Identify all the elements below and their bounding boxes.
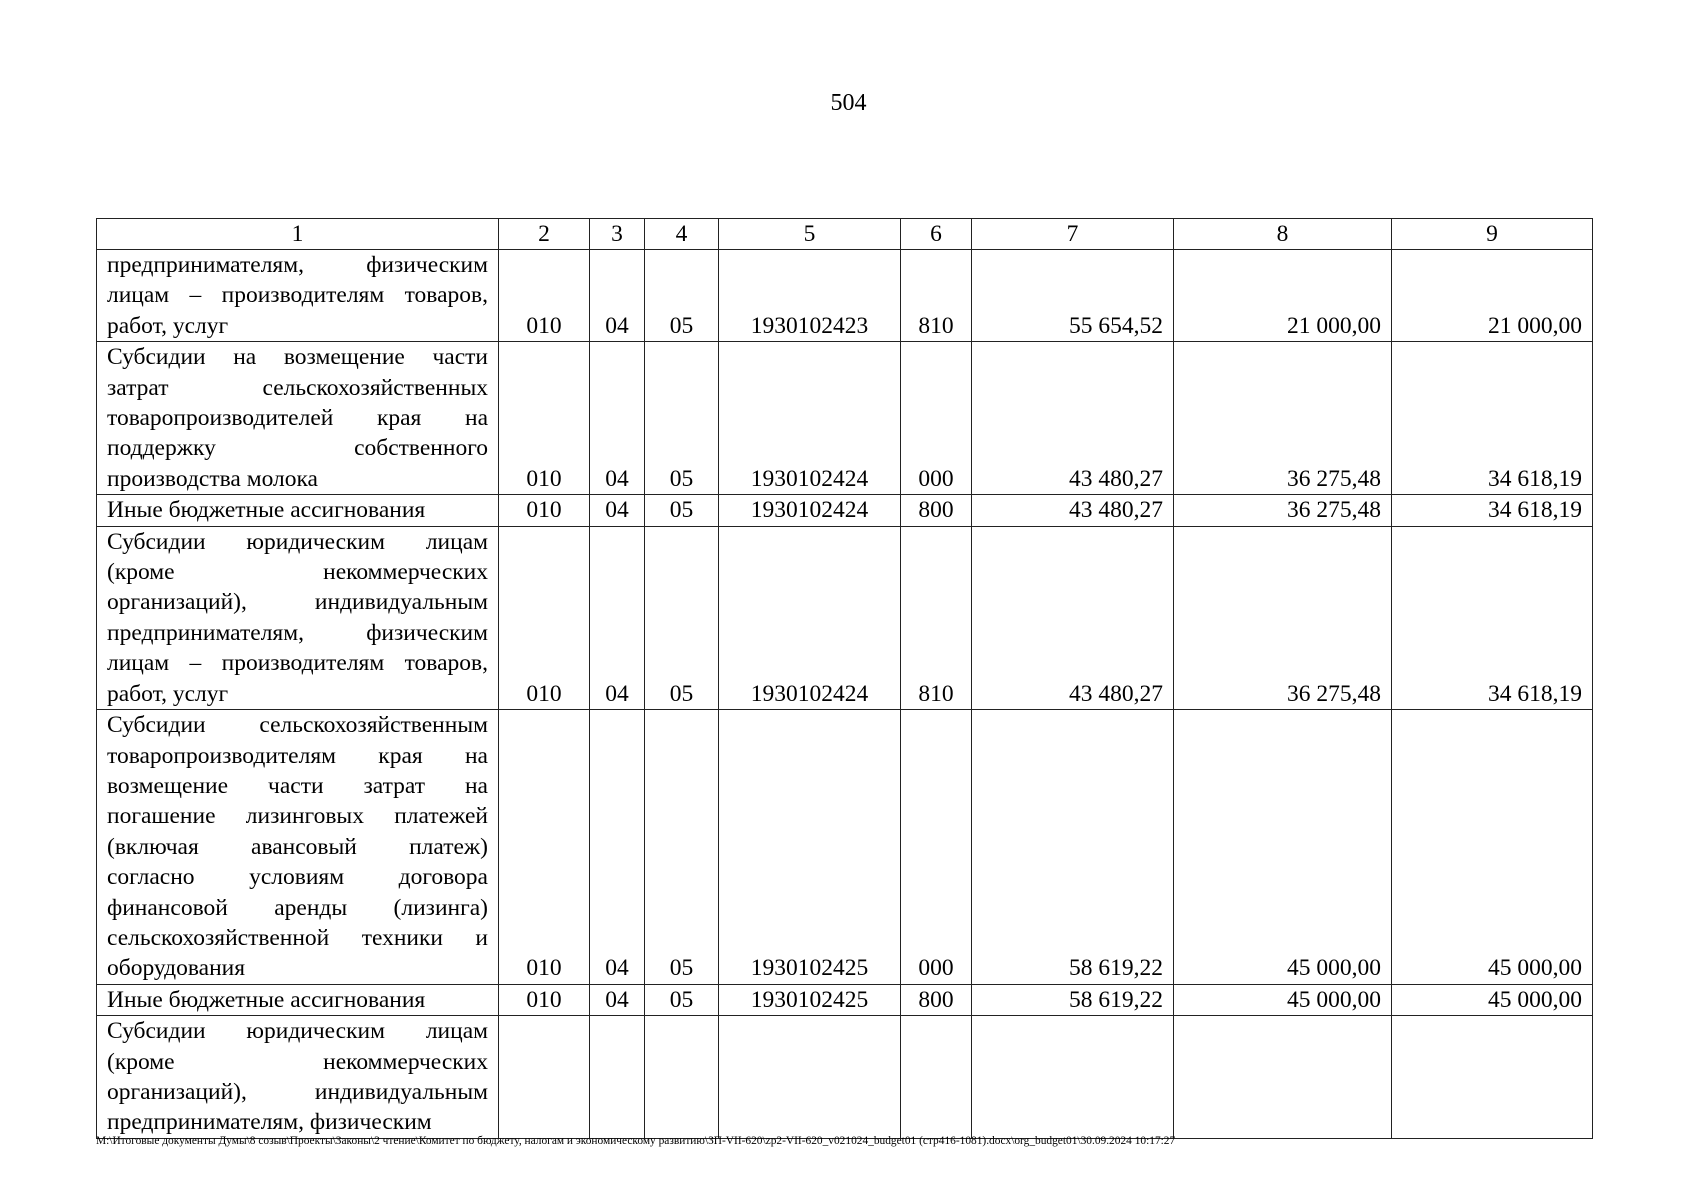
amount-col-7 xyxy=(972,1016,1174,1139)
column-header: 1 xyxy=(97,219,499,250)
budget-table xyxy=(96,218,1593,1139)
row-description: Иные бюджетные ассигнования xyxy=(97,984,499,1015)
amount-col-8: 45 000,00 xyxy=(1174,710,1392,985)
amount-col-9: 34 618,19 xyxy=(1392,526,1593,709)
column-header: 9 xyxy=(1392,219,1593,250)
code-subsection: 05 xyxy=(645,526,719,709)
row-description: Субсидии сельскохозяйственным товаропроизводителям края на возмещение части затрат на погашение лизинговых платежей (включая авансовый платеж) согласно условиям договора финансовой аренды (лизинга) сельскохозяйственной техники и оборудования xyxy=(97,710,499,985)
row-description: Субсидии юридическим лицам (кроме некоммерческих организаций), индивидуальным предпринимателям, физическим лицам – производителям товаров, работ, услуг xyxy=(97,526,499,709)
code-target-article xyxy=(719,1016,901,1139)
code-ministry: 010 xyxy=(499,495,590,526)
amount-col-8: 36 275,48 xyxy=(1174,342,1392,495)
code-target-article: 1930102424 xyxy=(719,342,901,495)
column-header: 5 xyxy=(719,219,901,250)
amount-col-7: 58 619,22 xyxy=(972,984,1174,1015)
page-number: 504 xyxy=(830,90,867,116)
table-row xyxy=(97,342,1593,495)
row-description: Иные бюджетные ассигнования xyxy=(97,495,499,526)
row-description: предпринимателям, физическим лицам – производителям товаров, работ, услуг xyxy=(97,250,499,342)
code-section: 04 xyxy=(590,495,645,526)
amount-col-9: 34 618,19 xyxy=(1392,495,1593,526)
amount-col-9: 34 618,19 xyxy=(1392,342,1593,495)
code-ministry xyxy=(499,1016,590,1139)
row-description: Субсидии юридическим лицам (кроме некоммерческих организаций), индивидуальным предпринимателям, физическим xyxy=(97,1016,499,1139)
column-header: 8 xyxy=(1174,219,1392,250)
column-header: 7 xyxy=(972,219,1174,250)
code-expense-type: 000 xyxy=(901,710,972,985)
table-row xyxy=(97,1016,1593,1139)
code-ministry: 010 xyxy=(499,250,590,342)
amount-col-9: 21 000,00 xyxy=(1392,250,1593,342)
amount-col-7: 43 480,27 xyxy=(972,495,1174,526)
code-expense-type: 800 xyxy=(901,984,972,1015)
code-subsection: 05 xyxy=(645,342,719,495)
code-subsection: 05 xyxy=(645,250,719,342)
table-header-row xyxy=(97,219,1593,250)
code-subsection: 05 xyxy=(645,495,719,526)
code-section: 04 xyxy=(590,710,645,985)
amount-col-8: 36 275,48 xyxy=(1174,495,1392,526)
footer-file-path: M:\Итоговые документы Думы\8 созыв\Проекты\Законы\2 чтение\Комитет по бюджету, налогам и экономическому развитию\ЗП-VII-620\zp2-VII-620_v021024_budget01 (стр416-1081).docx\org_budget01\30.09.2024 10:17:27 xyxy=(96,1135,1176,1147)
table-row xyxy=(97,495,1593,526)
code-section: 04 xyxy=(590,250,645,342)
amount-col-7: 58 619,22 xyxy=(972,710,1174,985)
code-expense-type: 000 xyxy=(901,342,972,495)
table-row xyxy=(97,710,1593,985)
column-header: 3 xyxy=(590,219,645,250)
amount-col-9: 45 000,00 xyxy=(1392,710,1593,985)
table-row xyxy=(97,526,1593,709)
amount-col-8: 45 000,00 xyxy=(1174,984,1392,1015)
code-expense-type: 800 xyxy=(901,495,972,526)
code-expense-type: 810 xyxy=(901,250,972,342)
code-target-article: 1930102424 xyxy=(719,495,901,526)
code-section: 04 xyxy=(590,526,645,709)
row-description: Субсидии на возмещение части затрат сельскохозяйственных товаропроизводителей края на поддержку собственного производства молока xyxy=(97,342,499,495)
code-section xyxy=(590,1016,645,1139)
amount-col-7: 43 480,27 xyxy=(972,342,1174,495)
code-subsection: 05 xyxy=(645,710,719,985)
amount-col-7: 55 654,52 xyxy=(972,250,1174,342)
amount-col-8 xyxy=(1174,1016,1392,1139)
column-header: 4 xyxy=(645,219,719,250)
column-header: 2 xyxy=(499,219,590,250)
code-expense-type: 810 xyxy=(901,526,972,709)
code-ministry: 010 xyxy=(499,342,590,495)
code-target-article: 1930102423 xyxy=(719,250,901,342)
amount-col-7: 43 480,27 xyxy=(972,526,1174,709)
amount-col-9: 45 000,00 xyxy=(1392,984,1593,1015)
code-subsection: 05 xyxy=(645,984,719,1015)
code-ministry: 010 xyxy=(499,984,590,1015)
code-target-article: 1930102425 xyxy=(719,710,901,985)
table-row xyxy=(97,250,1593,342)
code-subsection xyxy=(645,1016,719,1139)
code-ministry: 010 xyxy=(499,710,590,985)
column-header: 6 xyxy=(901,219,972,250)
code-target-article: 1930102424 xyxy=(719,526,901,709)
amount-col-9 xyxy=(1392,1016,1593,1139)
amount-col-8: 36 275,48 xyxy=(1174,526,1392,709)
code-section: 04 xyxy=(590,984,645,1015)
code-section: 04 xyxy=(590,342,645,495)
code-ministry: 010 xyxy=(499,526,590,709)
table-row xyxy=(97,984,1593,1015)
code-target-article: 1930102425 xyxy=(719,984,901,1015)
amount-col-8: 21 000,00 xyxy=(1174,250,1392,342)
code-expense-type xyxy=(901,1016,972,1139)
